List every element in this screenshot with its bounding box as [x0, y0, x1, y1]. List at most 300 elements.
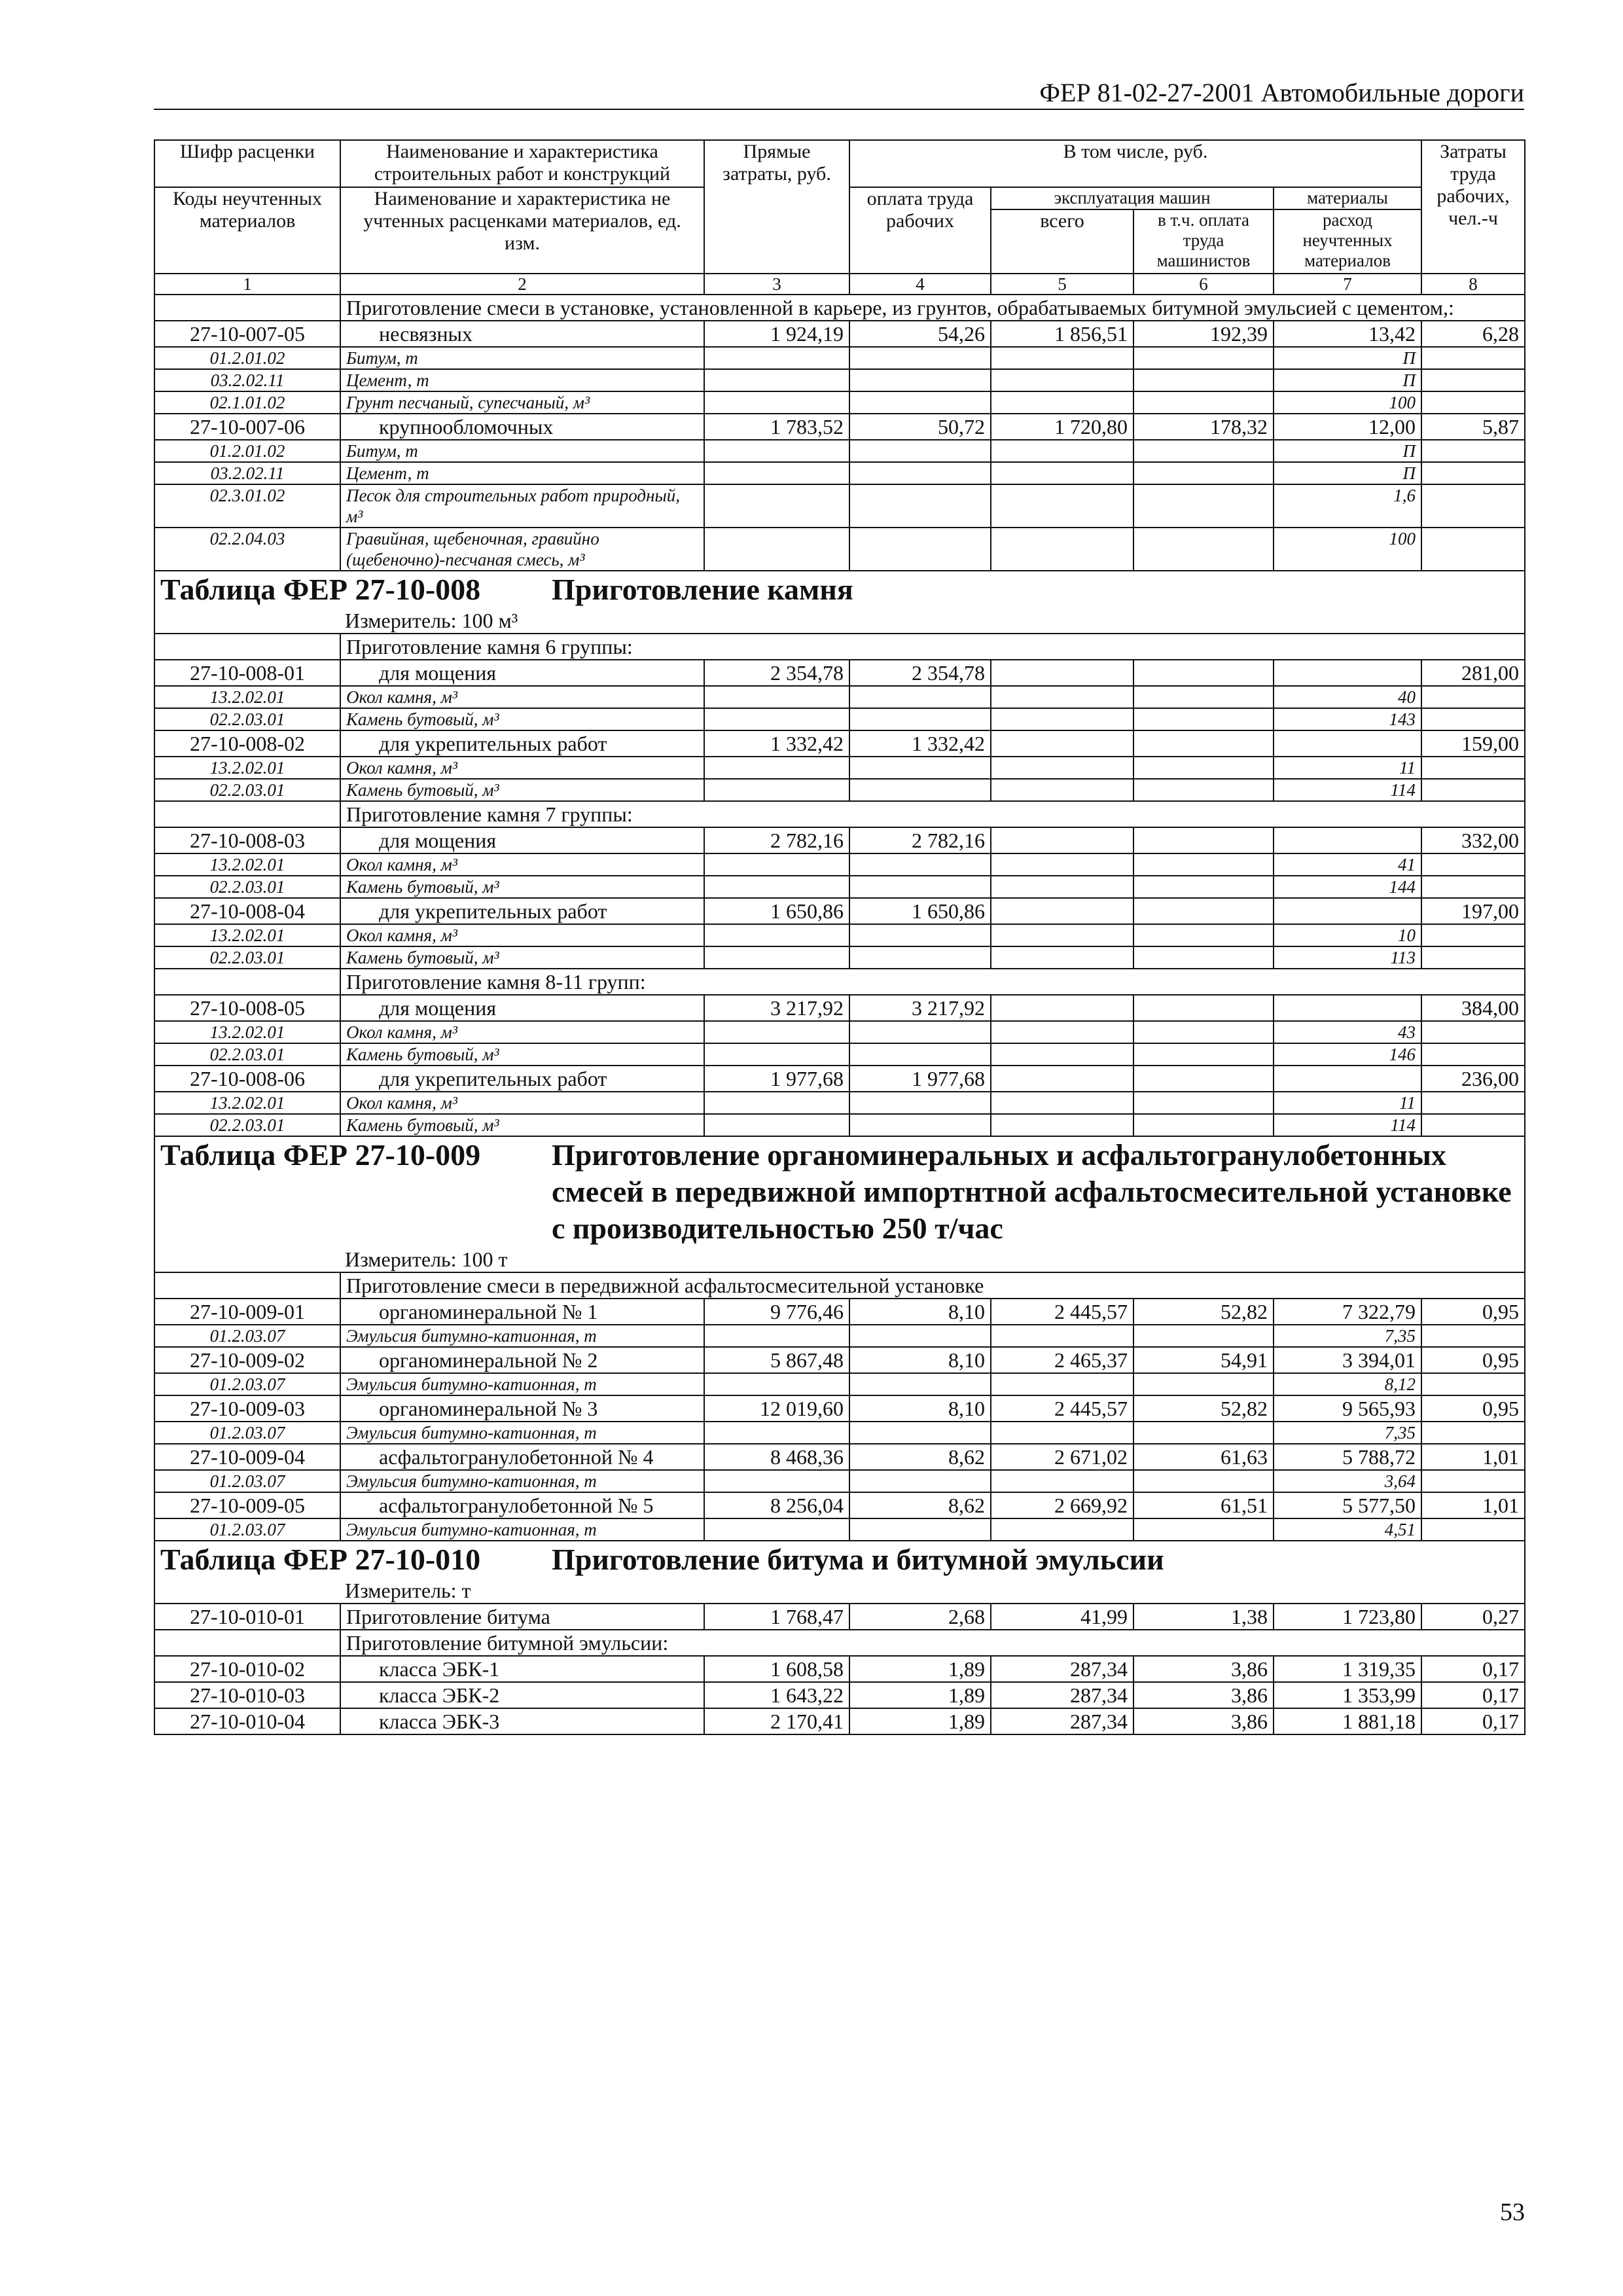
machines-total: 2 671,02 — [991, 1444, 1133, 1470]
materials-cost: 1 881,18 — [1274, 1708, 1421, 1734]
table-title — [154, 1541, 1525, 1578]
empty-cell — [704, 484, 849, 528]
work-row — [154, 1347, 1525, 1373]
material-name: Эмульсия битумно-катионная, т — [340, 1373, 704, 1395]
material-quantity: 1,6 — [1274, 484, 1421, 528]
material-row — [154, 779, 1525, 801]
empty-cell — [991, 1325, 1133, 1347]
material-quantity: 3,64 — [1274, 1470, 1421, 1492]
empty-cell — [1421, 1373, 1525, 1395]
material-name: Окол камня, м³ — [340, 853, 704, 876]
direct-costs: 1 977,68 — [704, 1066, 849, 1092]
labor-hours: 5,87 — [1421, 414, 1525, 440]
machines-total — [991, 827, 1133, 853]
empty-cell — [704, 1470, 849, 1492]
col-num: 5 — [991, 274, 1133, 295]
empty-cell — [849, 1114, 991, 1136]
table-number: Таблица ФЕР 27-10-009 — [160, 1138, 481, 1172]
direct-costs: 5 867,48 — [704, 1347, 849, 1373]
labor-pay: 1,89 — [849, 1708, 991, 1734]
materials-cost: 1 353,99 — [1274, 1682, 1421, 1708]
machines-labor: 52,82 — [1133, 1395, 1274, 1422]
material-name: Окол камня, м³ — [340, 757, 704, 779]
section-heading-row — [154, 1272, 1525, 1299]
hdr-including: В том числе, руб. — [849, 140, 1421, 187]
materials-cost: 7 322,79 — [1274, 1299, 1421, 1325]
empty-cell — [1421, 876, 1525, 898]
labor-hours: 0,17 — [1421, 1708, 1525, 1734]
empty-cell — [704, 1325, 849, 1347]
empty-cell — [849, 946, 991, 969]
material-name: Битум, т — [340, 440, 704, 462]
material-quantity: 114 — [1274, 1114, 1421, 1136]
work-name: органоминеральной № 3 — [340, 1395, 704, 1422]
material-row — [154, 484, 1525, 528]
empty-cell — [1421, 1092, 1525, 1114]
material-row — [154, 1092, 1525, 1114]
labor-hours: 332,00 — [1421, 827, 1525, 853]
labor-hours: 384,00 — [1421, 995, 1525, 1021]
materials-cost: 1 319,35 — [1274, 1656, 1421, 1682]
col-num: 3 — [704, 274, 849, 295]
empty-cell — [1421, 1043, 1525, 1066]
labor-pay: 54,26 — [849, 321, 991, 347]
machines-labor: 52,82 — [1133, 1299, 1274, 1325]
empty-cell — [991, 1518, 1133, 1541]
materials-cost — [1274, 660, 1421, 686]
empty-cell — [1133, 708, 1274, 730]
material-code: 02.2.03.01 — [154, 779, 340, 801]
measure-row — [154, 608, 1525, 634]
rate-code: 27-10-009-02 — [154, 1347, 340, 1373]
machines-labor — [1133, 898, 1274, 924]
labor-pay: 1 332,42 — [849, 730, 991, 757]
empty-cell — [991, 1043, 1133, 1066]
table-title — [154, 571, 1525, 608]
materials-cost: 12,00 — [1274, 414, 1421, 440]
empty-cell — [991, 462, 1133, 484]
work-row — [154, 995, 1525, 1021]
material-code: 02.2.03.01 — [154, 876, 340, 898]
empty-cell — [1421, 1021, 1525, 1043]
labor-hours: 236,00 — [1421, 1066, 1525, 1092]
empty-cell — [704, 757, 849, 779]
machines-labor: 3,86 — [1133, 1656, 1274, 1682]
work-name: для укрепительных работ — [340, 1066, 704, 1092]
machines-labor — [1133, 660, 1274, 686]
empty-cell — [1421, 1325, 1525, 1347]
material-code: 13.2.02.01 — [154, 853, 340, 876]
empty-cell — [1133, 1092, 1274, 1114]
work-name: несвязных — [340, 321, 704, 347]
material-quantity: 100 — [1274, 391, 1421, 414]
work-row — [154, 321, 1525, 347]
machines-total — [991, 1066, 1133, 1092]
empty-cell — [1133, 1422, 1274, 1444]
direct-costs: 1 768,47 — [704, 1604, 849, 1630]
empty-cell — [991, 369, 1133, 391]
section-heading: Приготовление битумной эмульсии: — [340, 1630, 1525, 1656]
empty-cell — [704, 708, 849, 730]
page-number: 53 — [1500, 2198, 1525, 2226]
machines-total — [991, 898, 1133, 924]
empty-cell — [154, 1630, 340, 1656]
machines-total — [991, 995, 1133, 1021]
empty-cell — [849, 1518, 991, 1541]
empty-cell — [1133, 853, 1274, 876]
measure-unit: Измеритель: 100 м³ — [154, 608, 1525, 634]
work-row — [154, 660, 1525, 686]
direct-costs: 2 782,16 — [704, 827, 849, 853]
empty-cell — [1421, 924, 1525, 946]
rate-code: 27-10-008-03 — [154, 827, 340, 853]
empty-cell — [1421, 484, 1525, 528]
price-row — [154, 1656, 1525, 1682]
empty-cell — [1133, 347, 1274, 369]
machines-labor — [1133, 1066, 1274, 1092]
hdr-name-bottom: Наименование и характеристика не учтенных расценками материалов, ед. изм. — [340, 187, 704, 274]
machines-total: 287,34 — [991, 1682, 1133, 1708]
col-num: 8 — [1421, 274, 1525, 295]
empty-cell — [991, 686, 1133, 708]
empty-cell — [991, 853, 1133, 876]
rate-code: 27-10-007-06 — [154, 414, 340, 440]
direct-costs: 3 217,92 — [704, 995, 849, 1021]
material-quantity: П — [1274, 462, 1421, 484]
material-code: 02.2.03.01 — [154, 1114, 340, 1136]
empty-cell — [991, 1373, 1133, 1395]
machines-labor — [1133, 730, 1274, 757]
work-name: для мощения — [340, 995, 704, 1021]
section-heading-row — [154, 1630, 1525, 1656]
material-name: Камень бутовый, м³ — [340, 1043, 704, 1066]
empty-cell — [991, 484, 1133, 528]
labor-pay: 2,68 — [849, 1604, 991, 1630]
rate-code: 27-10-009-03 — [154, 1395, 340, 1422]
hdr-materials: материалы — [1274, 187, 1421, 209]
empty-cell — [849, 369, 991, 391]
materials-cost — [1274, 730, 1421, 757]
empty-cell — [1133, 1114, 1274, 1136]
labor-hours: 0,95 — [1421, 1395, 1525, 1422]
empty-cell — [1421, 779, 1525, 801]
table-title-row — [154, 571, 1525, 608]
empty-cell — [991, 1021, 1133, 1043]
material-quantity: 40 — [1274, 686, 1421, 708]
rate-code: 27-10-010-03 — [154, 1682, 340, 1708]
labor-pay: 2 782,16 — [849, 827, 991, 853]
empty-cell — [1133, 946, 1274, 969]
direct-costs: 1 924,19 — [704, 321, 849, 347]
empty-cell — [704, 1092, 849, 1114]
direct-costs: 1 783,52 — [704, 414, 849, 440]
direct-costs: 2 170,41 — [704, 1708, 849, 1734]
empty-cell — [991, 347, 1133, 369]
material-code: 02.1.01.02 — [154, 391, 340, 414]
material-name: Песок для строительных работ природный, м³ — [340, 484, 704, 528]
materials-cost: 5 577,50 — [1274, 1492, 1421, 1518]
measure-row — [154, 1247, 1525, 1272]
table-name: Приготовление камня — [552, 573, 853, 606]
work-row — [154, 1299, 1525, 1325]
work-row — [154, 1395, 1525, 1422]
empty-cell — [704, 686, 849, 708]
empty-cell — [1133, 924, 1274, 946]
labor-hours: 0,95 — [1421, 1299, 1525, 1325]
material-name: Эмульсия битумно-катионная, т — [340, 1325, 704, 1347]
section-heading-row — [154, 969, 1525, 995]
empty-cell — [991, 946, 1133, 969]
empty-cell — [704, 1373, 849, 1395]
empty-cell — [1421, 853, 1525, 876]
hdr-labor-costs: Затраты труда рабочих, чел.-ч — [1421, 140, 1525, 274]
empty-cell — [704, 1114, 849, 1136]
labor-hours: 197,00 — [1421, 898, 1525, 924]
empty-cell — [704, 924, 849, 946]
machines-total: 287,34 — [991, 1708, 1133, 1734]
empty-cell — [1133, 1325, 1274, 1347]
empty-cell — [1133, 440, 1274, 462]
col-num: 4 — [849, 274, 991, 295]
work-row — [154, 827, 1525, 853]
material-row — [154, 347, 1525, 369]
section-heading: Приготовление смеси в передвижной асфальтосмесительной установке — [340, 1272, 1525, 1299]
material-name: Камень бутовый, м³ — [340, 708, 704, 730]
empty-cell — [704, 1422, 849, 1444]
price-table — [154, 139, 1525, 1735]
empty-cell — [704, 391, 849, 414]
machines-labor: 178,32 — [1133, 414, 1274, 440]
material-name: Эмульсия битумно-катионная, т — [340, 1422, 704, 1444]
empty-cell — [849, 1470, 991, 1492]
empty-cell — [1421, 708, 1525, 730]
table-title-wrap — [160, 571, 1519, 608]
material-code: 01.2.03.07 — [154, 1422, 340, 1444]
empty-cell — [991, 1422, 1133, 1444]
material-row — [154, 686, 1525, 708]
empty-cell — [154, 969, 340, 995]
materials-cost: 13,42 — [1274, 321, 1421, 347]
material-quantity: 144 — [1274, 876, 1421, 898]
empty-cell — [1133, 462, 1274, 484]
hdr-name-top: Наименование и характеристика строительных работ и конструкций — [340, 140, 704, 187]
material-code: 01.2.01.02 — [154, 347, 340, 369]
machines-total: 2 445,57 — [991, 1299, 1133, 1325]
labor-hours: 159,00 — [1421, 730, 1525, 757]
empty-cell — [849, 1021, 991, 1043]
machines-total: 41,99 — [991, 1604, 1133, 1630]
material-row — [154, 440, 1525, 462]
empty-cell — [704, 779, 849, 801]
empty-cell — [991, 528, 1133, 571]
material-code: 01.2.03.07 — [154, 1518, 340, 1541]
work-row — [154, 730, 1525, 757]
material-code: 02.2.03.01 — [154, 946, 340, 969]
rate-code: 27-10-008-06 — [154, 1066, 340, 1092]
work-name: Приготовление битума — [340, 1604, 704, 1630]
empty-cell — [849, 391, 991, 414]
material-row — [154, 924, 1525, 946]
col-num: 2 — [340, 274, 704, 295]
machines-total: 2 465,37 — [991, 1347, 1133, 1373]
materials-cost — [1274, 1066, 1421, 1092]
material-code: 02.2.04.03 — [154, 528, 340, 571]
empty-cell — [1133, 876, 1274, 898]
empty-cell — [849, 1422, 991, 1444]
empty-cell — [704, 876, 849, 898]
table-title — [154, 1136, 1525, 1247]
materials-cost — [1274, 898, 1421, 924]
section-heading: Приготовление камня 6 группы: — [340, 634, 1525, 660]
hdr-materials-use: расход неучтенных материалов — [1274, 209, 1421, 274]
materials-cost: 9 565,93 — [1274, 1395, 1421, 1422]
empty-cell — [849, 757, 991, 779]
measure-unit: Измеритель: т — [154, 1578, 1525, 1604]
empty-cell — [154, 801, 340, 827]
empty-cell — [849, 853, 991, 876]
material-name: Эмульсия битумно-катионная, т — [340, 1518, 704, 1541]
material-row — [154, 528, 1525, 571]
machines-labor — [1133, 827, 1274, 853]
hdr-code-bottom: Коды неучтенных материалов — [154, 187, 340, 274]
machines-labor: 54,91 — [1133, 1347, 1274, 1373]
material-name: Окол камня, м³ — [340, 924, 704, 946]
material-row — [154, 391, 1525, 414]
materials-cost: 3 394,01 — [1274, 1347, 1421, 1373]
machines-total — [991, 730, 1133, 757]
material-code: 13.2.02.01 — [154, 924, 340, 946]
section-heading: Приготовление смеси в установке, установленной в карьере, из грунтов, обрабатываемых битумной эмульсией с цементом,: — [340, 295, 1525, 321]
material-quantity: 113 — [1274, 946, 1421, 969]
direct-costs: 12 019,60 — [704, 1395, 849, 1422]
empty-cell — [154, 1272, 340, 1299]
labor-pay: 2 354,78 — [849, 660, 991, 686]
hdr-machines-total: всего — [991, 209, 1133, 274]
table-title-row — [154, 1136, 1525, 1247]
empty-cell — [1421, 1114, 1525, 1136]
empty-cell — [849, 347, 991, 369]
empty-cell — [991, 1470, 1133, 1492]
material-name: Окол камня, м³ — [340, 1092, 704, 1114]
empty-cell — [1421, 1518, 1525, 1541]
empty-cell — [849, 462, 991, 484]
table-number: Таблица ФЕР 27-10-008 — [160, 573, 481, 606]
material-quantity: 7,35 — [1274, 1422, 1421, 1444]
machines-labor: 3,86 — [1133, 1682, 1274, 1708]
empty-cell — [1133, 1373, 1274, 1395]
material-name: Битум, т — [340, 347, 704, 369]
empty-cell — [991, 708, 1133, 730]
work-row — [154, 898, 1525, 924]
empty-cell — [1133, 528, 1274, 571]
rate-code: 27-10-009-04 — [154, 1444, 340, 1470]
material-row — [154, 1325, 1525, 1347]
material-code: 02.2.03.01 — [154, 708, 340, 730]
machines-labor: 61,63 — [1133, 1444, 1274, 1470]
material-name: Грунт песчаный, супесчаный, м³ — [340, 391, 704, 414]
material-quantity: 11 — [1274, 1092, 1421, 1114]
empty-cell — [849, 484, 991, 528]
material-row — [154, 369, 1525, 391]
labor-pay: 50,72 — [849, 414, 991, 440]
material-code: 13.2.02.01 — [154, 686, 340, 708]
empty-cell — [1133, 484, 1274, 528]
empty-cell — [704, 347, 849, 369]
empty-cell — [849, 876, 991, 898]
machines-total — [991, 660, 1133, 686]
empty-cell — [1133, 1043, 1274, 1066]
machines-total: 2 669,92 — [991, 1492, 1133, 1518]
material-name: Камень бутовый, м³ — [340, 779, 704, 801]
work-row — [154, 1444, 1525, 1470]
material-row — [154, 708, 1525, 730]
work-name: класса ЭБК-2 — [340, 1682, 704, 1708]
empty-cell — [991, 1114, 1133, 1136]
work-row — [154, 1492, 1525, 1518]
col-num: 6 — [1133, 274, 1274, 295]
labor-pay: 8,62 — [849, 1444, 991, 1470]
direct-costs: 8 256,04 — [704, 1492, 849, 1518]
empty-cell — [1421, 1470, 1525, 1492]
empty-cell — [991, 1092, 1133, 1114]
empty-cell — [1133, 1518, 1274, 1541]
material-code: 13.2.02.01 — [154, 1092, 340, 1114]
empty-cell — [1421, 347, 1525, 369]
material-row — [154, 876, 1525, 898]
labor-pay: 3 217,92 — [849, 995, 991, 1021]
table-title-wrap — [160, 1541, 1519, 1578]
material-quantity: 11 — [1274, 757, 1421, 779]
direct-costs: 2 354,78 — [704, 660, 849, 686]
labor-hours: 0,27 — [1421, 1604, 1525, 1630]
labor-pay: 8,10 — [849, 1299, 991, 1325]
empty-cell — [1421, 528, 1525, 571]
materials-cost — [1274, 995, 1421, 1021]
machines-labor: 1,38 — [1133, 1604, 1274, 1630]
material-quantity: 146 — [1274, 1043, 1421, 1066]
empty-cell — [1421, 391, 1525, 414]
measure-row — [154, 1578, 1525, 1604]
table-name: Приготовление органоминеральных и асфальтогранулобетонных смесей в передвижной импортнтной асфальтосмесительной установке с производительностью 250 т/час — [552, 1138, 1512, 1245]
empty-cell — [1421, 1422, 1525, 1444]
empty-cell — [1421, 946, 1525, 969]
section-heading-row — [154, 295, 1525, 321]
materials-cost: 5 788,72 — [1274, 1444, 1421, 1470]
material-row — [154, 1470, 1525, 1492]
material-quantity: 8,12 — [1274, 1373, 1421, 1395]
empty-cell — [991, 876, 1133, 898]
labor-pay: 1,89 — [849, 1682, 991, 1708]
empty-cell — [1421, 440, 1525, 462]
work-name: для укрепительных работ — [340, 898, 704, 924]
empty-cell — [1133, 779, 1274, 801]
empty-cell — [704, 528, 849, 571]
labor-hours: 1,01 — [1421, 1444, 1525, 1470]
empty-cell — [704, 1021, 849, 1043]
material-name: Эмульсия битумно-катионная, т — [340, 1470, 704, 1492]
material-quantity: 43 — [1274, 1021, 1421, 1043]
running-header — [154, 77, 1524, 110]
material-row — [154, 462, 1525, 484]
rate-code: 27-10-008-02 — [154, 730, 340, 757]
empty-cell — [154, 634, 340, 660]
rate-code: 27-10-009-05 — [154, 1492, 340, 1518]
empty-cell — [991, 440, 1133, 462]
col-num: 1 — [154, 274, 340, 295]
hdr-machines: эксплуатация машин — [991, 187, 1274, 209]
section-heading: Приготовление камня 8-11 групп: — [340, 969, 1525, 995]
empty-cell — [849, 924, 991, 946]
